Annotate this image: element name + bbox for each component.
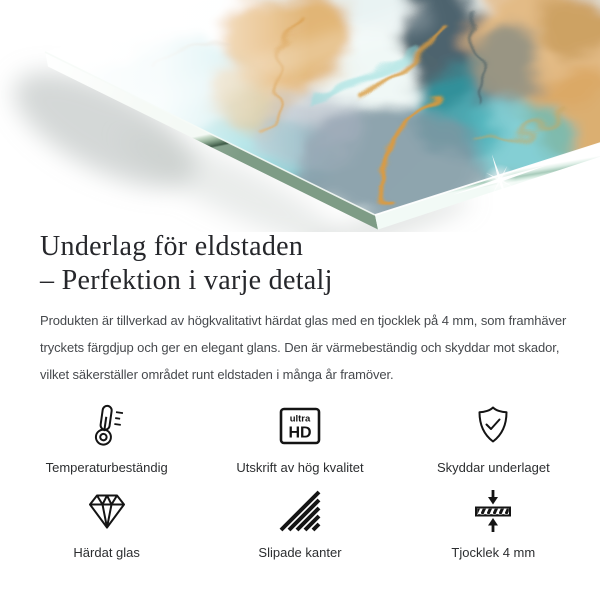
feature-item [203, 485, 396, 560]
glass-panel-render [0, 0, 600, 232]
feature-label: Slipade kanter [258, 545, 342, 560]
description-line: tryckets färgdjup och ger en elegant glans. Den är värmebeständig och skyddar mot skador, [40, 340, 560, 355]
title-line-1: Underlag för eldstaden [40, 231, 304, 262]
feature-item [397, 400, 590, 475]
feature-item [10, 485, 203, 560]
feature-item [203, 400, 396, 475]
hd-label: HD [288, 424, 312, 442]
thickness-icon [469, 485, 517, 537]
diamond-icon [83, 485, 131, 537]
title-line-2: – Perfektion i varje detalj [40, 265, 333, 296]
description-line: Produkten är tillverkad av högkvalitativt härdat glas med en tjocklek på 4 mm, som framhäver [40, 313, 567, 328]
features-grid [10, 400, 590, 560]
feature-label: Temperaturbeständig [45, 460, 168, 475]
feature-label: Härdat glas [73, 545, 140, 560]
shield-check-icon [469, 400, 517, 452]
beveled-edge-icon [276, 485, 324, 537]
feature-item [10, 400, 203, 475]
feature-label: Utskrift av hög kvalitet [236, 460, 364, 475]
page-title [40, 230, 580, 298]
thermometer-icon [83, 400, 131, 452]
feature-label: Tjocklek 4 mm [451, 545, 536, 560]
product-photo [0, 0, 600, 232]
feature-item [397, 485, 590, 560]
product-description [40, 307, 566, 388]
ultra-hd-icon [276, 400, 324, 452]
feature-label: Skyddar underlaget [436, 460, 550, 475]
ultra-label: ultra [289, 413, 311, 425]
description-line: vilket säkerställer området runt eldstaden i många år framöver. [40, 367, 394, 382]
